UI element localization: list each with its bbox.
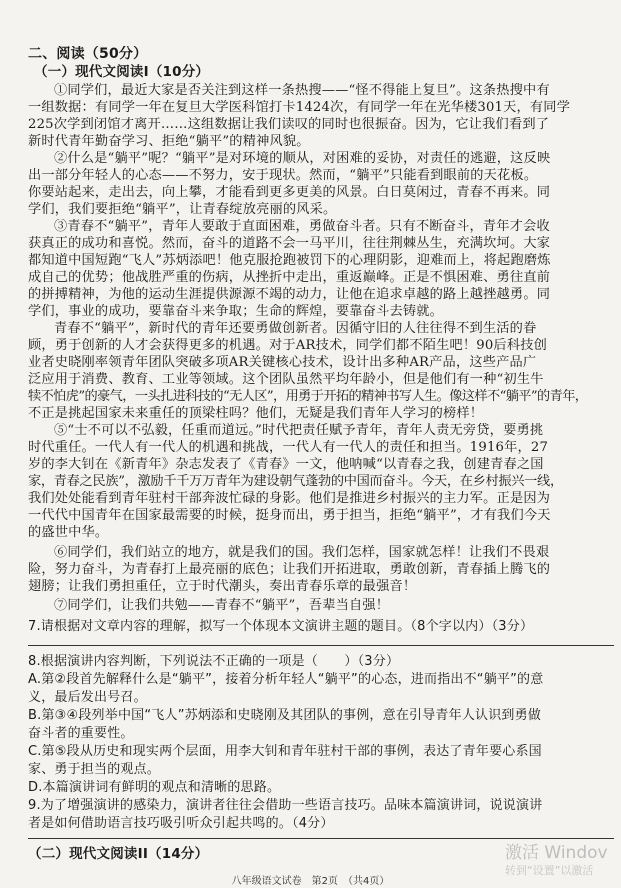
passage-line: 你要站起来，走出去，向上攀，才能看到更多更美的风景。白日莫闲过，青春不再来。同 bbox=[28, 185, 551, 200]
passage-line: 犊不怕虎”的豪气，一头扎进科技的“无人区”，用勇于开拓的精神书写人生。像这样不“躺平”的青年， bbox=[28, 389, 588, 404]
activation-watermark-hint: 转到“设置”以激活 bbox=[505, 864, 594, 877]
passage-line: 的拼搏精神，为他的运动生涯提供源源不竭的动力，让他在追求卓越的路上越挫越勇。同 bbox=[28, 287, 551, 302]
passage-line: 一代代中国青年在国家最需要的时候，挺身而出，勇于担当，拒绝“躺平”，才有我们今天 bbox=[28, 508, 551, 523]
passage-line: 都知道中国短跑“飞人”苏炳添吧！他克服抢跑被罚下的心理阴影，迎难而上，将起跑磨炼 bbox=[28, 253, 551, 268]
passage-line: ⑦同学们，让我们共勉——青春不“躺平”，吾辈当自强！ bbox=[54, 598, 390, 613]
question-7: 7.请根据对文章内容的理解，拟写一个体现本文演讲主题的题目。（8个字以内）（3分） bbox=[28, 619, 534, 634]
passage-line: 家，青春之民族”，激励千千万万青年为建设朝气蓬勃的中国而奋斗。今天，在乡村振兴一线， bbox=[28, 474, 563, 489]
passage-line: 业者史晓刚率领青年团队突破多项AR关键核心技术，设计出多种AR产品，这些产品广 bbox=[28, 355, 537, 370]
option-b-cont: 奋斗者的重要性。 bbox=[28, 726, 134, 741]
section-title: 二、阅读（50分） bbox=[28, 46, 148, 62]
passage-line: 青春不“躺平”，新时代的青年还要勇做创新者。因循守旧的人往往得不到生活的眷 bbox=[54, 321, 537, 336]
passage-line: 成自己的优势；他战胜严重的伤病，从挫折中走出，重返巅峰。正是不惧困难、勇往直前 bbox=[28, 270, 551, 285]
option-a: A.第②段首先解释什么是“躺平”，接着分析年轻人“躺平”的心态，进而指出不“躺平”的意 bbox=[28, 672, 544, 687]
passage-line: ③青春不“躺平”，青年人要敢于直面困难，勇做奋斗者。只有不断奋斗，青年才会收 bbox=[54, 219, 550, 234]
question-9-cont: 者是如何借助语言技巧吸引听众引起共鸣的。（4分） bbox=[28, 816, 334, 831]
option-a-cont: 义，最后发出号召。 bbox=[28, 690, 147, 705]
passage-line: 时代重任。一代人有一代人的机遇和挑战，一代人有一代人的责任和担当。1916年，27 bbox=[28, 440, 549, 455]
passage-line: ①同学们，最近大家是否关注到这样一条热搜——“怪不得能上复旦”。这条热搜中有 bbox=[54, 83, 550, 98]
answer-line bbox=[28, 645, 614, 646]
option-c-cont: 家、勇于担当的观点。 bbox=[28, 762, 161, 777]
page-footer: 八年级语文试卷 第2页 （共4页） bbox=[231, 876, 390, 887]
passage-line: 不正是挑起国家未来重任的顶梁柱吗？他们，无疑是我们青年人学习的榜样！ bbox=[28, 406, 484, 421]
passage-line: 获真正的成功和喜悦。然而，奋斗的道路不会一马平川，往往荆棘丛生，充满坎坷。大家 bbox=[28, 236, 551, 251]
question-9: 9.为了增强演讲的感染力，演讲者往往会借助一些语言技巧。品味本篇演讲词，说说演讲 bbox=[28, 798, 543, 813]
passage-line: 225次学到闭馆才离开……这组数据让我们读叹的同时也很振奋。因为，它让我们看到了 bbox=[28, 117, 550, 132]
reading2-title: （二）现代文阅读II（14分） bbox=[28, 846, 209, 862]
option-b: B.第③④段列举中国“飞人”苏炳添和史晓刚及其团队的事例，意在引导青年人认识到勇做 bbox=[28, 708, 542, 723]
passage-line: ⑥同学们，我们站立的地方，就是我们的国。我们怎样，国家就怎样！让我们不畏艰 bbox=[54, 545, 550, 560]
passage-line: 的盛世中华。 bbox=[28, 525, 109, 540]
passage-line: 一组数据：有同学一年在复旦大学医科馆打卡1424次，有同学一年在光华楼301天，有同学 bbox=[28, 100, 571, 115]
question-8: 8.根据演讲内容判断，下列说法不正确的一项是（ ）（3分） bbox=[28, 654, 400, 669]
passage-line: 学们，事业的成功，要靠奋斗来争取；生命的辉煌，要靠奋斗去铸就。 bbox=[28, 304, 444, 319]
passage-line: 泛应用于消费、教育、工业等领域。这个团队虽然平均年龄小，但是他们有一种“初生牛 bbox=[28, 372, 544, 387]
passage-line: 翅膀；让我们勇担重任，立于时代潮头，奏出青春乐章的最强音！ bbox=[28, 579, 417, 594]
passage-line: ⑤“士不可以不弘毅，任重而道远。”时代把责任赋予青年，青年人责无旁贷，要勇挑 bbox=[54, 423, 544, 438]
passage-line: 岁的李大钊在《新青年》杂志发表了《青春》一文，他呐喊“以青春之我，创建青春之国 bbox=[28, 457, 544, 472]
passage-line: 顾，勇于创新的人才会获得更多的机遇。对于AR技术，同学们都不陌生吧！90后科技创 bbox=[28, 338, 547, 353]
passage-line: 学们，我们要拒绝“躺平”，让青春绽放亮丽的风采。 bbox=[28, 202, 337, 217]
passage-line: 我们处处能看到青年驻村干部奔波忙碌的身影。他们是推进乡村振兴的主力军。正是因为 bbox=[28, 491, 551, 506]
reading1-title: （一）现代文阅读I（10分） bbox=[34, 64, 210, 80]
option-d: D.本篇演讲词有鲜明的观点和清晰的思路。 bbox=[28, 780, 281, 795]
option-c: C.第⑤段从历史和现实两个层面，用李大钊和青年驻村干部的事例，表达了青年要心系国 bbox=[28, 744, 542, 759]
passage-line: ②什么是“躺平”呢？“躺平”是对环境的顺从，对困难的妥协，对责任的逃避，这反映 bbox=[54, 151, 551, 166]
passage-line: 新时代青年勤奋学习、拒绝“躺平”的精神风貌。 bbox=[28, 134, 310, 149]
passage-line: 险，努力奋斗，为青春打上最亮丽的底色；让我们开拓进取，勇敢创新，青春插上腾飞的 bbox=[28, 562, 551, 577]
activation-watermark: 激活 Windov bbox=[505, 843, 608, 863]
passage-line: 出一部分年轻人的心态——不努力，安于现状。然而，“躺平”只能看到眼前的天花板。 bbox=[28, 168, 538, 183]
